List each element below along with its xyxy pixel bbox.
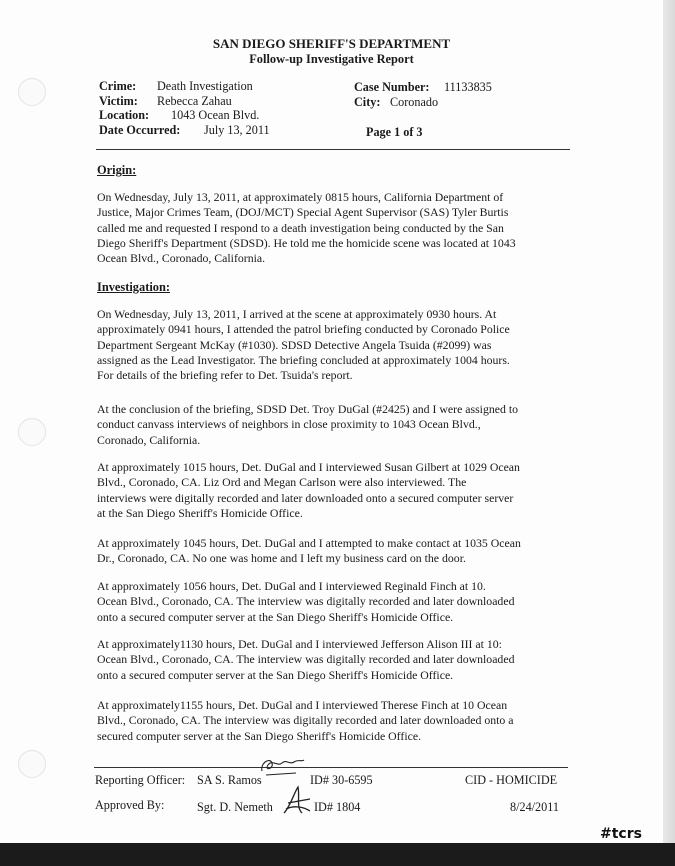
- approval-signature: [280, 783, 314, 819]
- reporting-officer-id: ID# 30-6595: [310, 773, 373, 787]
- approved-officer-id: ID# 1804: [314, 800, 361, 814]
- location-label: Location:: [99, 108, 150, 122]
- origin-paragraph: [97, 190, 569, 266]
- date-value: July 13, 2011: [204, 123, 270, 137]
- approved-officer-name: Sgt. D. Nemeth: [197, 800, 273, 814]
- text-line: On Wednesday, July 13, 2011, I arrived at the scene at approximately 0930 hours. At: [97, 307, 497, 321]
- text-line: Blvd., Coronado, CA. Liz Ord and Megan Carlson were also interviewed. The: [97, 475, 467, 490]
- text-line: Department Sergeant McKay (#1030). SDSD Detective Angela Tsuida (#2099) was: [97, 337, 492, 352]
- victim-value: Rebecca Zahau: [157, 94, 232, 108]
- text-line: Dr., Coronado, CA. No one was home and I left my business card on the door.: [97, 551, 466, 566]
- text-line: Blvd., Coronado, CA. The interview was digitally recorded and later downloaded onto a: [97, 713, 514, 728]
- header-divider: [96, 149, 570, 150]
- approved-by-label: Approved By:: [95, 798, 165, 812]
- investigation-paragraph-3: [97, 460, 569, 521]
- text-line: Ocean Blvd., Coronado, CA. The interview was digitally recorded and later downloaded: [97, 594, 515, 609]
- text-line: At approximately 1015 hours, Det. DuGal and I interviewed Susan Gilbert at 1029 Ocean: [97, 460, 520, 474]
- text-line: approximately 0941 hours, I attended the patrol briefing conducted by Coronado Police: [97, 322, 510, 337]
- text-line: secured computer server at the San Diego Sheriff's Homicide Office.: [97, 728, 422, 743]
- city-value: Coronado: [390, 95, 439, 109]
- case-number-value: 11133835: [444, 80, 492, 94]
- crime-label: Crime:: [99, 79, 137, 93]
- investigation-paragraph-2: [97, 402, 569, 448]
- text-line: assigned as the Lead Investigator. The briefing concluded at approximately 1004 hours.: [97, 352, 510, 367]
- investigation-paragraph-1: [97, 307, 569, 383]
- text-line: For details of the briefing refer to Det. Tsuida's report.: [97, 368, 353, 383]
- location-value: 1043 Ocean Blvd.: [171, 108, 260, 122]
- investigation-heading: Investigation:: [97, 280, 170, 294]
- text-line: at the San Diego Sheriff's Homicide Office.: [97, 505, 303, 520]
- crime-value: Death Investigation: [157, 79, 253, 93]
- bottom-bar: [0, 843, 675, 866]
- investigation-paragraph-7: [97, 698, 569, 744]
- binder-hole-middle: [18, 418, 46, 446]
- text-line: onto a secured computer server at the San Diego Sheriff's Homicide Office.: [97, 667, 454, 682]
- department-title: SAN DIEGO SHERIFF'S DEPARTMENT: [212, 36, 451, 51]
- text-line: onto a secured computer server at the San Diego Sheriff's Homicide Office.: [97, 609, 454, 624]
- report-type: Follow-up Investigative Report: [249, 52, 414, 66]
- binder-hole-top: [18, 78, 46, 106]
- text-line: At approximately 1045 hours, Det. DuGal and I attempted to make contact at 1035 Ocean: [97, 536, 521, 550]
- text-line: Ocean Blvd., Coronado, California.: [97, 251, 266, 266]
- text-line: Ocean Blvd., Coronado, CA. The interview was digitally recorded and later downloaded: [97, 652, 515, 667]
- text-line: interviews were digitally recorded and later downloaded onto a secured computer server: [97, 490, 514, 505]
- text-line: Diego Sheriff's Department (SDSD). He told me the homicide scene was located at 1043: [97, 235, 516, 250]
- case-number-label: Case Number:: [354, 80, 430, 94]
- page-edge-shadow: [663, 0, 675, 843]
- unit-name: CID - HOMICIDE: [465, 773, 558, 787]
- investigation-paragraph-4: [97, 536, 569, 567]
- footer-divider: [94, 767, 568, 768]
- page-indicator: Page 1 of 3: [366, 125, 423, 139]
- investigation-paragraph-5: [97, 579, 569, 625]
- text-line: At approximately1130 hours, Det. DuGal and I interviewed Jefferson Alison III at 10:: [97, 637, 502, 651]
- reporting-officer-name: SA S. Ramos: [197, 773, 262, 787]
- reporting-signature: [256, 753, 308, 781]
- text-line: Justice, Major Crimes Team, (DOJ/MCT) Special Agent Supervisor (SAS) Tyler Burtis: [97, 205, 509, 220]
- text-line: At the conclusion of the briefing, SDSD Det. Troy DuGal (#2425) and I were assigned to: [97, 402, 519, 416]
- city-label: City:: [354, 95, 381, 109]
- watermark-tag: #tcrs: [600, 826, 642, 842]
- text-line: At approximately1155 hours, Det. DuGal and I interviewed Therese Finch at 10 Ocean: [97, 698, 508, 712]
- text-line: conduct canvass interviews of neighbors in close proximity to 1043 Ocean Blvd.,: [97, 417, 481, 432]
- text-line: Coronado, California.: [97, 432, 201, 447]
- text-line: On Wednesday, July 13, 2011, at approximately 0815 hours, California Department of: [97, 190, 504, 204]
- origin-heading: Origin:: [97, 163, 137, 177]
- victim-label: Victim:: [99, 94, 138, 108]
- investigation-paragraph-6: [97, 637, 569, 683]
- approved-date: 8/24/2011: [510, 800, 559, 814]
- text-line: called me and requested I respond to a death investigation being conducted by the San: [97, 220, 504, 235]
- reporting-officer-label: Reporting Officer:: [95, 773, 186, 787]
- date-label: Date Occurred:: [99, 123, 181, 137]
- binder-hole-bottom: [18, 750, 46, 778]
- text-line: At approximately 1056 hours, Det. DuGal and I interviewed Reginald Finch at 10.: [97, 579, 486, 593]
